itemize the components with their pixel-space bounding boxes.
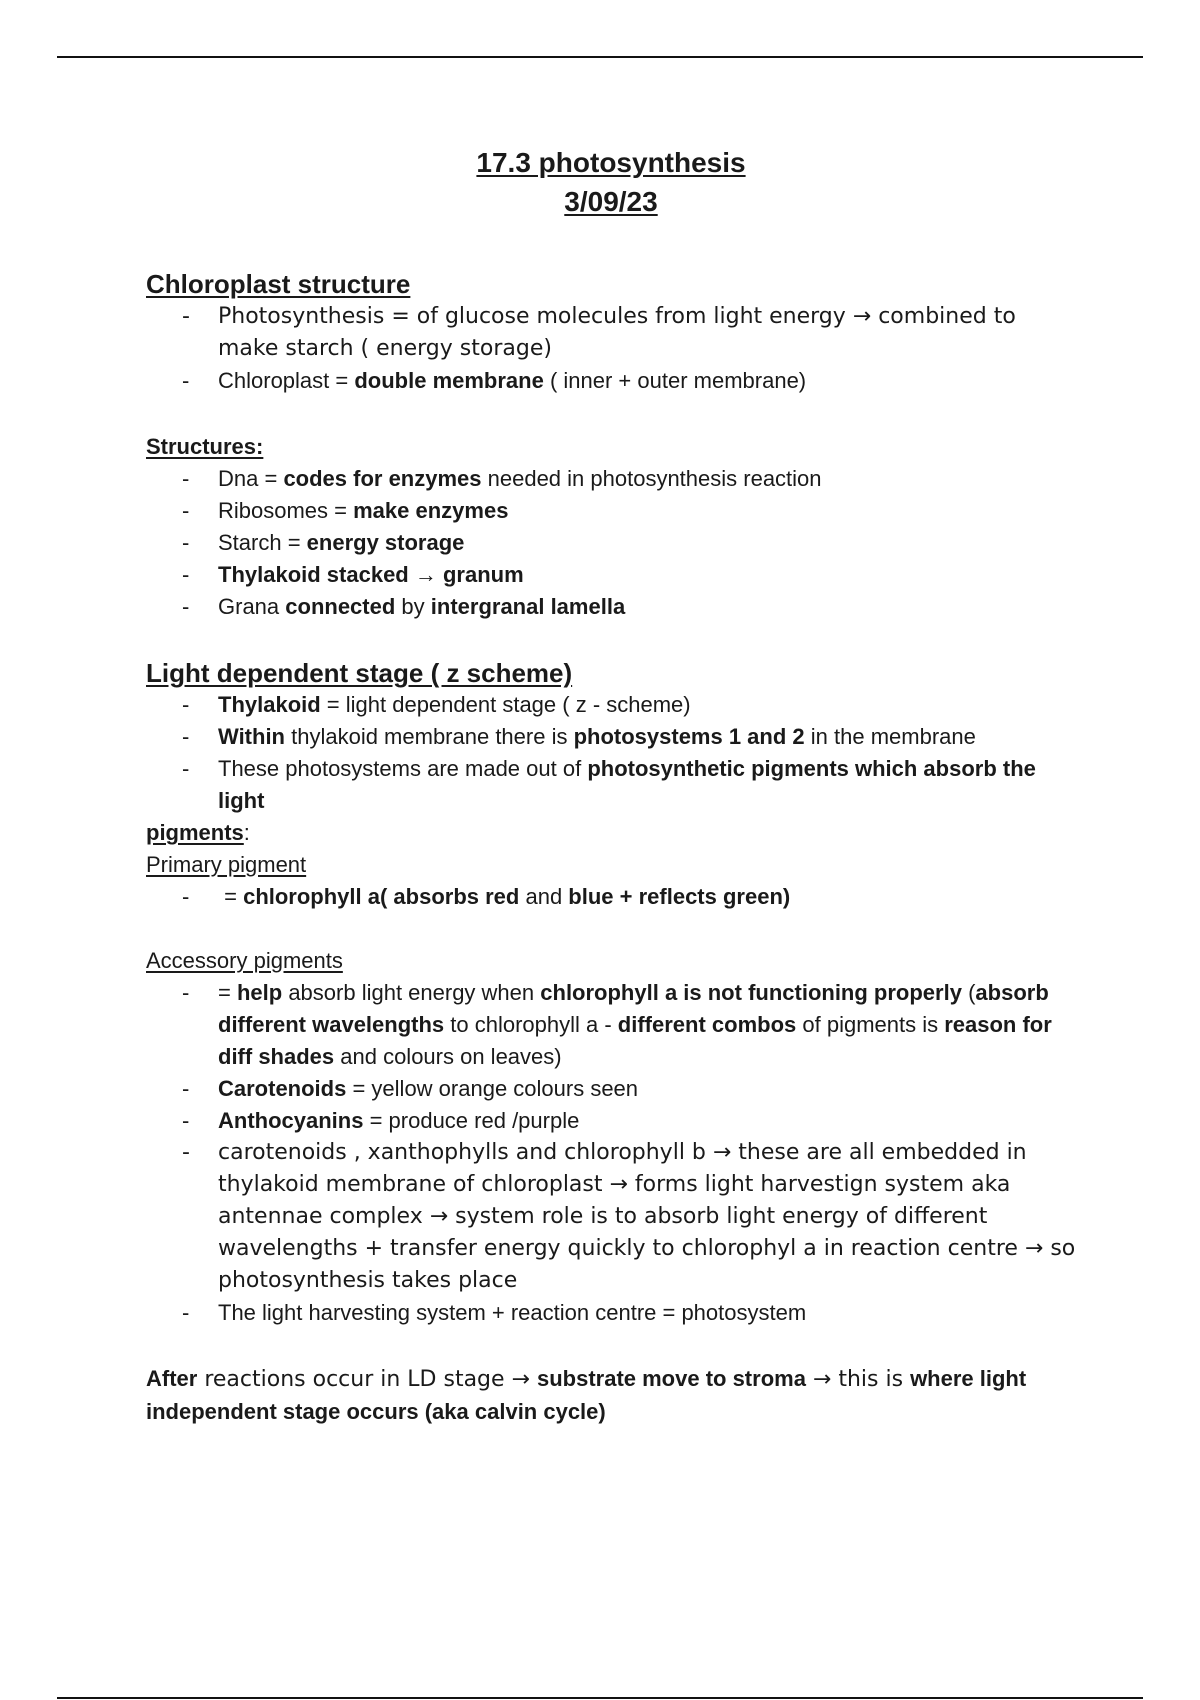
item-text: and bbox=[519, 884, 569, 909]
item-bold-text: chlorophyll a( absorbs red bbox=[243, 884, 520, 909]
item-bold-text: photosynthetic pigments which absorb the light bbox=[218, 756, 1036, 813]
item-bold-text: Within bbox=[218, 724, 285, 749]
item-bold-text: different combos bbox=[617, 1012, 797, 1037]
heading-chloroplast-structure: Chloroplast structure bbox=[146, 269, 411, 299]
list-item bbox=[146, 559, 1076, 591]
para-bold-text: After bbox=[146, 1366, 198, 1391]
top-rule bbox=[57, 56, 1143, 58]
item-text: = bbox=[218, 980, 237, 1005]
list-item bbox=[146, 527, 1076, 559]
item-text: to chlorophyll a - bbox=[444, 1012, 618, 1037]
para-bold-text: substrate move to stroma bbox=[536, 1366, 806, 1391]
heading-light-dependent-stage: Light dependent stage ( z scheme) bbox=[146, 658, 573, 688]
item-text: Grana bbox=[218, 594, 286, 619]
document-page bbox=[146, 143, 1076, 1428]
chloroplast-list bbox=[146, 301, 1076, 397]
item-bold-text: blue + reflects green) bbox=[568, 884, 791, 909]
item-bold-text: energy storage bbox=[306, 530, 465, 555]
item-text: = yellow orange colours seen bbox=[346, 1076, 639, 1101]
item-bold-text: Thylakoid stacked → granum bbox=[218, 562, 524, 587]
list-item bbox=[146, 365, 1076, 397]
item-bold-text: Carotenoids bbox=[218, 1076, 347, 1101]
heading-structures: Structures: bbox=[146, 434, 264, 459]
label-accessory-pigments: Accessory pigments bbox=[146, 948, 343, 973]
item-text: by bbox=[395, 594, 431, 619]
pigments-heading-line bbox=[146, 817, 1076, 849]
item-text: in the membrane bbox=[804, 724, 976, 749]
item-text: These photosystems are made out of bbox=[218, 756, 588, 781]
heading-pigments: pigments bbox=[146, 820, 244, 845]
list-item bbox=[146, 1105, 1076, 1137]
item-text: thylakoid membrane there is bbox=[285, 724, 574, 749]
item-bold-text: help bbox=[236, 980, 283, 1005]
item-bold-text: Anthocyanins bbox=[218, 1108, 364, 1133]
document-title bbox=[146, 143, 1076, 221]
item-text: of pigments is bbox=[796, 1012, 945, 1037]
accessory-pigments-list bbox=[146, 977, 1076, 1329]
light-dependent-list bbox=[146, 689, 1076, 817]
pigments-colon: : bbox=[243, 820, 250, 845]
primary-pigment-list bbox=[146, 881, 1076, 913]
item-text: and colours on leaves) bbox=[334, 1044, 562, 1069]
item-text: needed in photosynthesis reaction bbox=[481, 466, 822, 491]
item-bold-text: intergranal lamella bbox=[430, 594, 626, 619]
item-text: absorb light energy when bbox=[282, 980, 541, 1005]
item-text: ( inner + outer membrane) bbox=[543, 368, 807, 393]
para-text: reactions occur in LD stage → bbox=[197, 1367, 537, 1392]
title-line-1: 17.3 photosynthesis bbox=[476, 147, 746, 178]
item-bold-text: connected bbox=[285, 594, 396, 619]
closing-paragraph bbox=[146, 1363, 1076, 1428]
list-item bbox=[146, 495, 1076, 527]
list-item bbox=[146, 689, 1076, 721]
item-text: ( bbox=[961, 980, 976, 1005]
list-item: - The light harvesting system + reaction centre = photosystem bbox=[146, 1297, 1076, 1329]
list-item bbox=[146, 977, 1076, 1073]
item-bold-text: make enzymes bbox=[353, 498, 509, 523]
item-bold-text: codes for enzymes bbox=[283, 466, 482, 491]
list-item bbox=[146, 753, 1076, 817]
para-text: → this is bbox=[805, 1367, 911, 1392]
item-bold-text: double membrane bbox=[354, 368, 544, 393]
item-bold-text: chlorophyll a is not functioning properly bbox=[540, 980, 962, 1005]
list-item bbox=[146, 1073, 1076, 1105]
list-item bbox=[146, 591, 1076, 623]
item-text: Ribosomes = bbox=[218, 498, 354, 523]
item-text: = light dependent stage ( z - scheme) bbox=[320, 692, 691, 717]
item-text: = produce red /purple bbox=[363, 1108, 580, 1133]
item-bold-text: Thylakoid bbox=[218, 692, 321, 717]
list-item bbox=[146, 881, 1076, 913]
list-item bbox=[146, 721, 1076, 753]
item-text: = bbox=[218, 884, 244, 909]
label-primary-pigment: Primary pigment bbox=[146, 852, 307, 877]
structures-list bbox=[146, 463, 1076, 623]
item-bold-text: absorb different wavelengths bbox=[218, 980, 1049, 1037]
item-bold-text: photosystems 1 and 2 bbox=[573, 724, 805, 749]
item-text: Starch = bbox=[218, 530, 307, 555]
title-date: 3/09/23 bbox=[564, 186, 658, 217]
list-item bbox=[146, 463, 1076, 495]
item-text: Chloroplast = bbox=[218, 368, 355, 393]
item-bold-text: reason for diff shades bbox=[218, 1012, 1052, 1069]
list-item: - Photosynthesis = of glucose molecules from light energy → combined to make starch ( energy storage) bbox=[146, 301, 1076, 365]
item-text: Dna = bbox=[218, 466, 284, 491]
bottom-rule bbox=[57, 1697, 1143, 1699]
para-bold-text: where light independent stage occurs (aka calvin cycle) bbox=[146, 1366, 1027, 1424]
list-item: - carotenoids , xanthophylls and chlorophyll b → these are all embedded in thylakoid membrane of chloroplast → forms light harvestign system aka antennae complex → system role is to absorb light energy of different wavelengths + transfer energy quickly to chlorophyl a in reaction centre → so photosynthesis takes place bbox=[146, 1137, 1076, 1297]
